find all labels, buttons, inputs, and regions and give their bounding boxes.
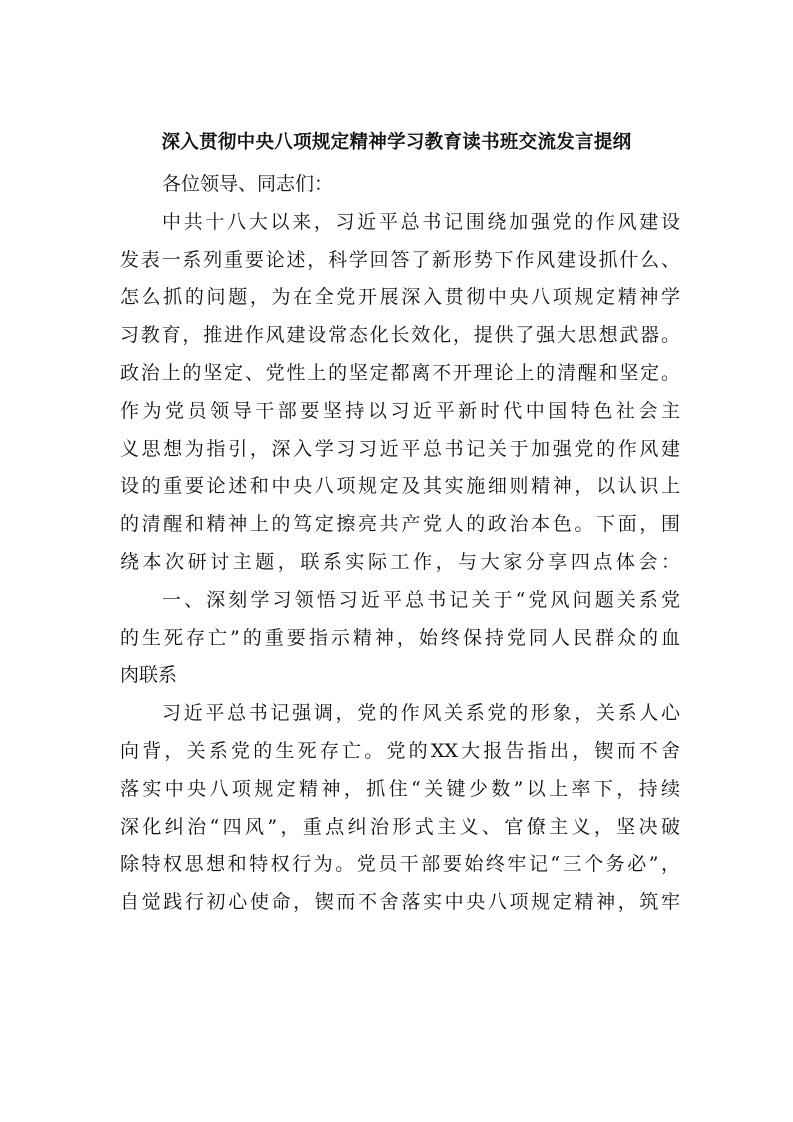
- body-text-line: 落实中央八项规定精神，抓住“关键少数”以上率下，持续: [120, 777, 680, 800]
- body-text-line: 作为党员领导干部要坚持以习近平新时代中国特色社会主: [120, 399, 680, 422]
- body-text-line: 的清醒和精神上的笃定擦亮共产党人的政治本色。下面，围: [120, 513, 680, 536]
- document-title: 深入贯彻中央八项规定精神学习教育读书班交流发言提纲: [161, 132, 632, 153]
- body-text-line: 的生死存亡”的重要指示精神，始终保持党同人民群众的血: [120, 626, 680, 649]
- body-text-line: 设的重要论述和中央八项规定及其实施细则精神，以认识上: [120, 475, 680, 498]
- body-text-line: 习教育，推进作风建设常态化长效化，提供了强大思想武器。: [120, 324, 680, 347]
- body-text-line: 发表一系列重要论述，科学回答了新形势下作风建设抓什么、: [120, 248, 680, 271]
- body-text-line: 向背，关系党的生死存亡。党的XX大报告指出，锲而不舍: [120, 739, 680, 762]
- body-text-line: 义思想为指引，深入学习习近平总书记关于加强党的作风建: [120, 437, 680, 460]
- body-text-line: 除特权思想和特权行为。党员干部要始终牢记“三个务必”，: [120, 853, 680, 876]
- body-text-line: 绕本次研讨主题，联系实际工作，与大家分享四点体会：: [120, 550, 680, 573]
- body-text-line: 怎么抓的问题，为在全党开展深入贯彻中央八项规定精神学: [120, 286, 680, 309]
- body-text-line: 各位领导、同志们：: [162, 173, 334, 195]
- body-text-line: 中共十八大以来，习近平总书记围绕加强党的作风建设: [162, 210, 680, 233]
- body-text-line: 自觉践行初心使命，锲而不舍落实中央八项规定精神，筑牢: [120, 891, 680, 914]
- body-text-line: 肉联系: [120, 664, 178, 687]
- document-body: [120, 166, 680, 922]
- body-text-line: 政治上的坚定、党性上的坚定都离不开理论上的清醒和坚定。: [120, 361, 680, 384]
- body-text-line: 一、深刻学习领悟习近平总书记关于“党风问题关系党: [162, 588, 680, 611]
- body-text-line: 深化纠治“四风”，重点纠治形式主义、官僚主义，坚决破: [120, 815, 680, 838]
- body-text-line: 习近平总书记强调，党的作风关系党的形象，关系人心: [162, 702, 680, 725]
